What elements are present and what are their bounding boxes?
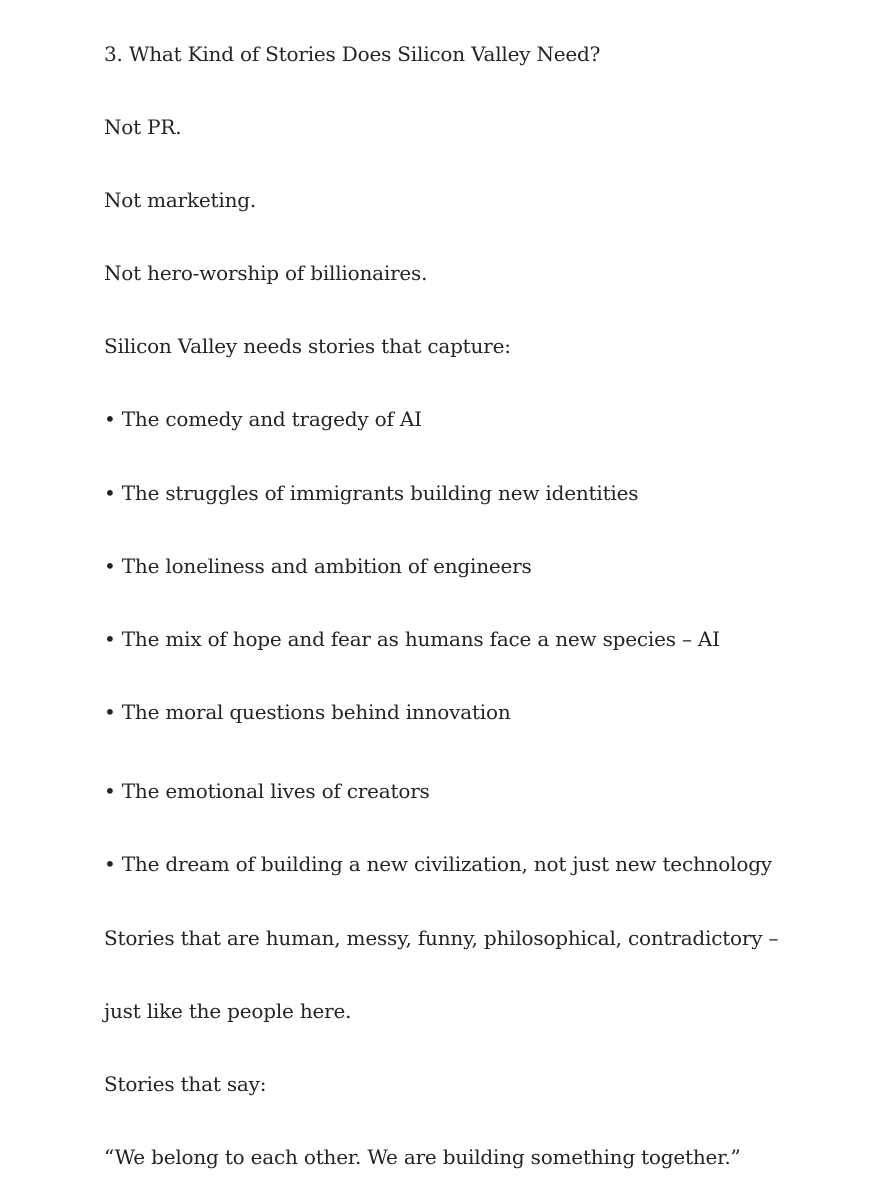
paragraph-stories-human: Stories that are human, messy, funny, philosophical, contradictory – xyxy=(104,926,779,950)
paragraph-not-marketing: Not marketing. xyxy=(104,188,257,212)
paragraph-people-here: just like the people here. xyxy=(104,999,352,1023)
section-heading: 3. What Kind of Stories Does Silicon Valley Need? xyxy=(104,42,601,66)
paragraph-not-hero-worship: Not hero-worship of billionaires. xyxy=(104,261,428,285)
paragraph-stories-say: Stories that say: xyxy=(104,1072,267,1096)
bullet-item: • The dream of building a new civilization, not just new technology xyxy=(104,852,772,876)
bullet-item: • The mix of hope and fear as humans face a new species – AI xyxy=(104,627,720,651)
bullet-item: • The struggles of immigrants building new identities xyxy=(104,481,639,505)
bullet-item: • The loneliness and ambition of engineers xyxy=(104,554,532,578)
paragraph-not-pr: Not PR. xyxy=(104,115,182,139)
closing-quote: “We belong to each other. We are building something together.” xyxy=(104,1145,741,1169)
paragraph-needs-intro: Silicon Valley needs stories that capture: xyxy=(104,334,511,358)
bullet-item: • The comedy and tragedy of AI xyxy=(104,407,422,431)
bullet-item: • The emotional lives of creators xyxy=(104,779,430,803)
bullet-item: • The moral questions behind innovation xyxy=(104,700,511,724)
